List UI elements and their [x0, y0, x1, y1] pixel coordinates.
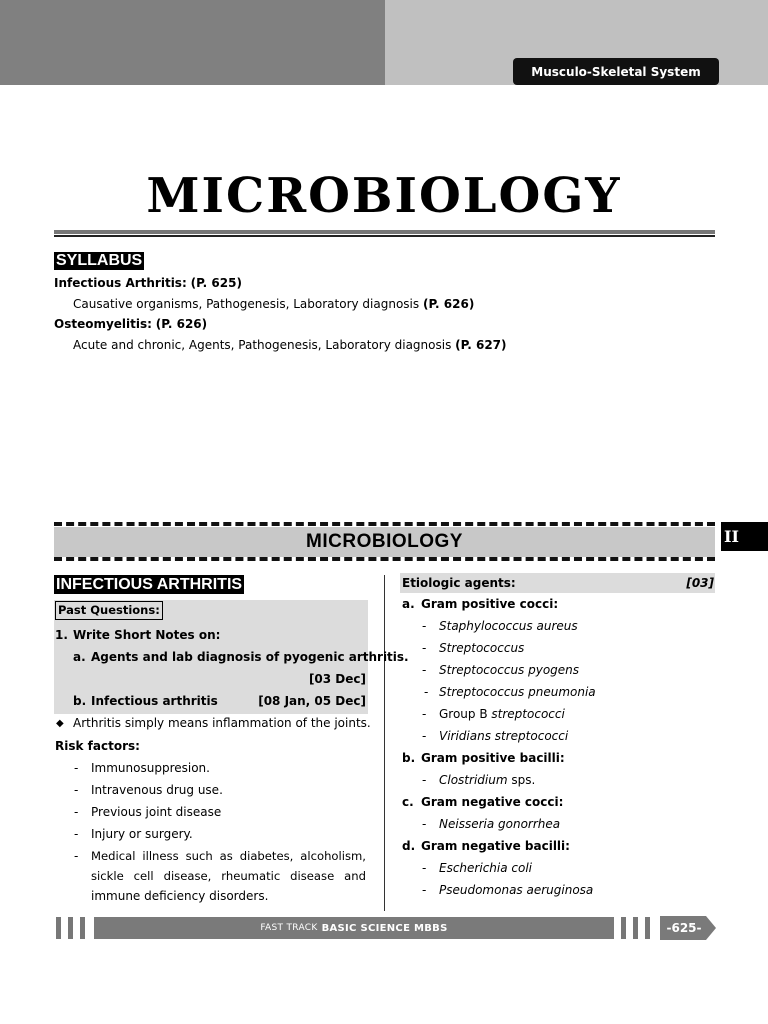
question-ref: [08 Jan, 05 Dec]	[258, 694, 366, 708]
footer-title: BASIC SCIENCE MBBS	[321, 922, 448, 934]
syllabus-page-ref: (P. 626)	[155, 317, 208, 331]
group-title: Gram negative bacilli:	[421, 839, 570, 853]
organism-item: Neisseria gonorrhea	[439, 817, 561, 831]
header-band-dark	[0, 0, 385, 85]
list-dash: -	[74, 761, 79, 775]
organism-item: Streptococcus pneumonia	[439, 685, 596, 699]
organism-italic: streptococci	[491, 707, 565, 721]
group-title: Gram positive bacilli:	[421, 751, 565, 765]
syllabus-item	[54, 273, 714, 294]
banner-dash-bottom	[54, 557, 715, 561]
list-dash: -	[74, 849, 79, 863]
risk-factor-item: Immunosuppresion.	[91, 761, 210, 775]
page-number: -625-	[666, 921, 702, 935]
group-title: Gram positive cocci:	[421, 597, 559, 611]
footer-banner	[94, 917, 614, 939]
list-dash: -	[422, 641, 427, 655]
list-dash: -	[422, 773, 427, 787]
title-rule	[54, 230, 715, 234]
etiologic-agents-label: Etiologic agents:	[402, 576, 516, 590]
organism-plain: sps.	[507, 773, 536, 787]
group-letter: d.	[402, 839, 416, 853]
organism-item: Streptococcus pyogens	[439, 663, 580, 677]
footer-stripes-right	[621, 917, 657, 939]
group-letter: a.	[402, 597, 415, 611]
syllabus-detail: Causative organisms, Pathogenesis, Laboratory diagnosis	[73, 296, 420, 311]
list-dash: -	[422, 861, 427, 875]
footer-prefix: FAST TRACK	[260, 923, 318, 933]
banner-dash-top	[54, 522, 715, 526]
past-questions-label: Past Questions:	[55, 601, 163, 620]
organism-italic: Clostridium	[439, 773, 508, 787]
list-dash: -	[74, 805, 79, 819]
group-letter: c.	[402, 795, 414, 809]
list-dash: -	[422, 707, 427, 721]
risk-factor-item-cont: immune deficiency disorders.	[91, 889, 269, 903]
list-dash: -	[422, 663, 427, 677]
syllabus-list	[54, 273, 714, 355]
list-dash: -	[422, 817, 427, 831]
list-dash: -	[422, 883, 427, 897]
question-letter: b.	[73, 694, 87, 708]
syllabus-page-ref: (P. 625)	[190, 276, 242, 290]
infectious-arthritis-heading: INFECTIOUS ARTHRITIS	[56, 576, 243, 593]
risk-factors-heading: Risk factors:	[55, 739, 140, 753]
footer-stripe	[80, 917, 85, 939]
list-dash: -	[74, 827, 79, 841]
syllabus-item	[54, 314, 714, 335]
risk-factor-item: Injury or surgery.	[91, 827, 193, 841]
syllabus-item	[54, 335, 714, 356]
list-dash: -	[74, 783, 79, 797]
organism-item: Viridians streptococci	[439, 729, 569, 743]
list-dash: -	[422, 729, 427, 743]
page-title: MICROBIOLOGY	[146, 168, 622, 224]
footer-stripe	[56, 917, 61, 939]
organism-item: Streptococcus	[439, 641, 525, 655]
risk-factor-item-cont: sickle cell disease, rheumatic disease and	[91, 869, 366, 883]
organism-item: Escherichia coli	[439, 861, 532, 875]
list-dash: -	[424, 685, 429, 699]
footer-stripes-left	[56, 917, 92, 939]
footer-stripe	[645, 917, 650, 939]
question-number: 1.	[55, 628, 68, 642]
risk-factor-item: Intravenous drug use.	[91, 783, 223, 797]
etiologic-agents-ref: [03]	[686, 576, 714, 590]
syllabus-topic: Osteomyelitis:	[54, 317, 152, 331]
diamond-bullet-icon: ◆	[56, 718, 64, 729]
group-title: Gram negative cocci:	[421, 795, 564, 809]
question-text: Infectious arthritis	[91, 694, 218, 708]
syllabus-label: SYLLABUS	[56, 252, 143, 269]
organism-item	[439, 772, 535, 788]
organism-plain: Group B	[439, 707, 492, 721]
section-tag: Musculo-Skeletal System	[513, 58, 719, 85]
organism-item	[439, 706, 565, 722]
footer-stripe	[68, 917, 73, 939]
question-text: Agents and lab diagnosis of pyogenic arthritis.	[91, 650, 409, 664]
organism-item: Staphylococcus aureus	[439, 619, 578, 633]
column-divider	[384, 575, 385, 911]
question-letter: a.	[73, 650, 86, 664]
organism-item: Pseudomonas aeruginosa	[439, 883, 594, 897]
chapter-side-tab: II	[721, 522, 768, 551]
syllabus-detail: Acute and chronic, Agents, Pathogenesis, Laboratory diagnosis	[73, 337, 452, 352]
footer-stripe	[633, 917, 638, 939]
syllabus-topic: Infectious Arthritis:	[54, 276, 187, 290]
syllabus-item	[54, 294, 714, 315]
bullet-text: Arthritis simply means inflammation of the joints.	[73, 716, 371, 730]
list-dash: -	[422, 619, 427, 633]
section-banner: MICROBIOLOGY	[54, 527, 715, 557]
syllabus-page-ref: (P. 627)	[455, 337, 507, 352]
title-rule-thin	[54, 235, 715, 237]
question-ref: [03 Dec]	[308, 672, 366, 686]
question-text: Write Short Notes on:	[73, 628, 221, 642]
risk-factor-item: Medical illness such as diabetes, alcoholism,	[91, 849, 366, 863]
syllabus-page-ref: (P. 626)	[422, 296, 475, 311]
footer-stripe	[621, 917, 626, 939]
group-letter: b.	[402, 751, 416, 765]
risk-factor-item: Previous joint disease	[91, 805, 222, 819]
